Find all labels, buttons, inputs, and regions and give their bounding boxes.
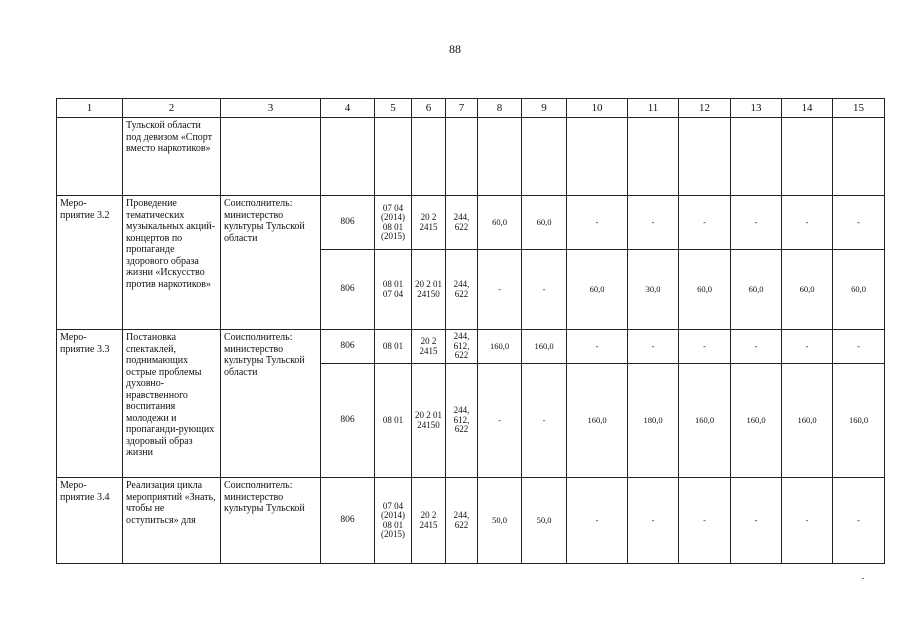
- cell-value: -: [567, 330, 628, 364]
- cell-csr: 20 2 2415: [412, 478, 446, 564]
- event-id: Меро-приятие 3.2: [57, 196, 123, 330]
- cell-value: -: [567, 478, 628, 564]
- col-header: 1: [57, 99, 123, 118]
- cell-value: 60,0: [522, 196, 567, 250]
- cell-value: -: [731, 478, 782, 564]
- page-number: 88: [449, 42, 461, 56]
- event-description: Реализация цикла мероприятий «Знать, чтобы не оступиться» для: [123, 478, 221, 564]
- col-header: 2: [123, 99, 221, 118]
- cell-value: -: [478, 250, 522, 330]
- event-executor: Соисполнитель: министерство культуры Тульской области: [221, 330, 321, 478]
- cell-vr: 244, 622: [446, 478, 478, 564]
- cell-value: 60,0: [833, 250, 885, 330]
- cell-grbs: 806: [321, 330, 375, 364]
- col-header: 9: [522, 99, 567, 118]
- cell-value: 180,0: [628, 364, 679, 478]
- cell-value: 160,0: [679, 364, 731, 478]
- cell-grbs: 806: [321, 364, 375, 478]
- col-header: 4: [321, 99, 375, 118]
- cell-value: -: [522, 250, 567, 330]
- col-header: 10: [567, 99, 628, 118]
- cell-rzpr: 08 01: [375, 364, 412, 478]
- col-header: 6: [412, 99, 446, 118]
- event-executor: Соисполнитель: министерство культуры Тульской области: [221, 196, 321, 330]
- cell-value: 50,0: [522, 478, 567, 564]
- event-description: Постановка спектаклей, поднимающих острые проблемы духовно-нравственного воспитания молодежи и пропаганди-рующих здоровый образ жизни: [123, 330, 221, 478]
- cell-value: -: [782, 478, 833, 564]
- cell-value: -: [731, 330, 782, 364]
- cell-grbs: 806: [321, 196, 375, 250]
- cell-value: -: [628, 196, 679, 250]
- col-header: 5: [375, 99, 412, 118]
- cell-value: -: [782, 196, 833, 250]
- cell-value: 160,0: [478, 330, 522, 364]
- event-description: Тульской области под девизом «Спорт вместо наркотиков»: [123, 118, 221, 196]
- scan-speck: [862, 578, 864, 579]
- cell-value: 160,0: [833, 364, 885, 478]
- cell-value: -: [628, 478, 679, 564]
- cell-value: 50,0: [478, 478, 522, 564]
- table-row: [57, 118, 885, 196]
- cell-value: 60,0: [782, 250, 833, 330]
- cell-grbs: 806: [321, 478, 375, 564]
- event-executor: Соисполнитель: министерство культуры Тульской: [221, 478, 321, 564]
- cell-value: 160,0: [522, 330, 567, 364]
- cell-grbs: 806: [321, 250, 375, 330]
- header-row: [57, 99, 885, 118]
- cell-value: -: [522, 364, 567, 478]
- cell-rzpr: 07 04 (2014) 08 01 (2015): [375, 478, 412, 564]
- col-header: 3: [221, 99, 321, 118]
- cell-rzpr: 08 01: [375, 330, 412, 364]
- cell-value: 160,0: [567, 364, 628, 478]
- col-header: 8: [478, 99, 522, 118]
- col-header: 13: [731, 99, 782, 118]
- event-id: Меро-приятие 3.4: [57, 478, 123, 564]
- cell-value: -: [833, 478, 885, 564]
- table-row: [57, 196, 885, 250]
- event-description: Проведение тематических музыкальных акций-концертов по пропаганде здорового образа жизни «Искусство против наркотиков»: [123, 196, 221, 330]
- col-header: 12: [679, 99, 731, 118]
- cell-value: 60,0: [478, 196, 522, 250]
- cell-value: -: [679, 330, 731, 364]
- cell-vr: 244, 622: [446, 250, 478, 330]
- cell-value: -: [567, 196, 628, 250]
- table-row: [57, 330, 885, 364]
- cell-value: -: [833, 330, 885, 364]
- col-header: 11: [628, 99, 679, 118]
- cell-value: 160,0: [782, 364, 833, 478]
- cell-csr: 20 2 2415: [412, 196, 446, 250]
- col-header: 7: [446, 99, 478, 118]
- col-header: 15: [833, 99, 885, 118]
- cell-vr: 244, 612, 622: [446, 364, 478, 478]
- cell-value: 60,0: [679, 250, 731, 330]
- budget-table: [56, 98, 885, 564]
- cell-value: 30,0: [628, 250, 679, 330]
- cell-rzpr: 08 01 07 04: [375, 250, 412, 330]
- cell-value: -: [833, 196, 885, 250]
- cell-value: -: [731, 196, 782, 250]
- cell-value: -: [478, 364, 522, 478]
- cell-csr: 20 2 01 24150: [412, 250, 446, 330]
- cell-rzpr: 07 04 (2014) 08 01 (2015): [375, 196, 412, 250]
- table-row: [57, 478, 885, 564]
- cell-vr: 244, 612, 622: [446, 330, 478, 364]
- cell-vr: 244, 622: [446, 196, 478, 250]
- cell-value: 60,0: [731, 250, 782, 330]
- cell-value: -: [679, 478, 731, 564]
- cell-value: -: [628, 330, 679, 364]
- cell-value: 60,0: [567, 250, 628, 330]
- cell-csr: 20 2 01 24150: [412, 364, 446, 478]
- cell-value: 160,0: [731, 364, 782, 478]
- event-id: Меро-приятие 3.3: [57, 330, 123, 478]
- col-header: 14: [782, 99, 833, 118]
- cell-value: -: [782, 330, 833, 364]
- cell-value: -: [679, 196, 731, 250]
- cell-csr: 20 2 2415: [412, 330, 446, 364]
